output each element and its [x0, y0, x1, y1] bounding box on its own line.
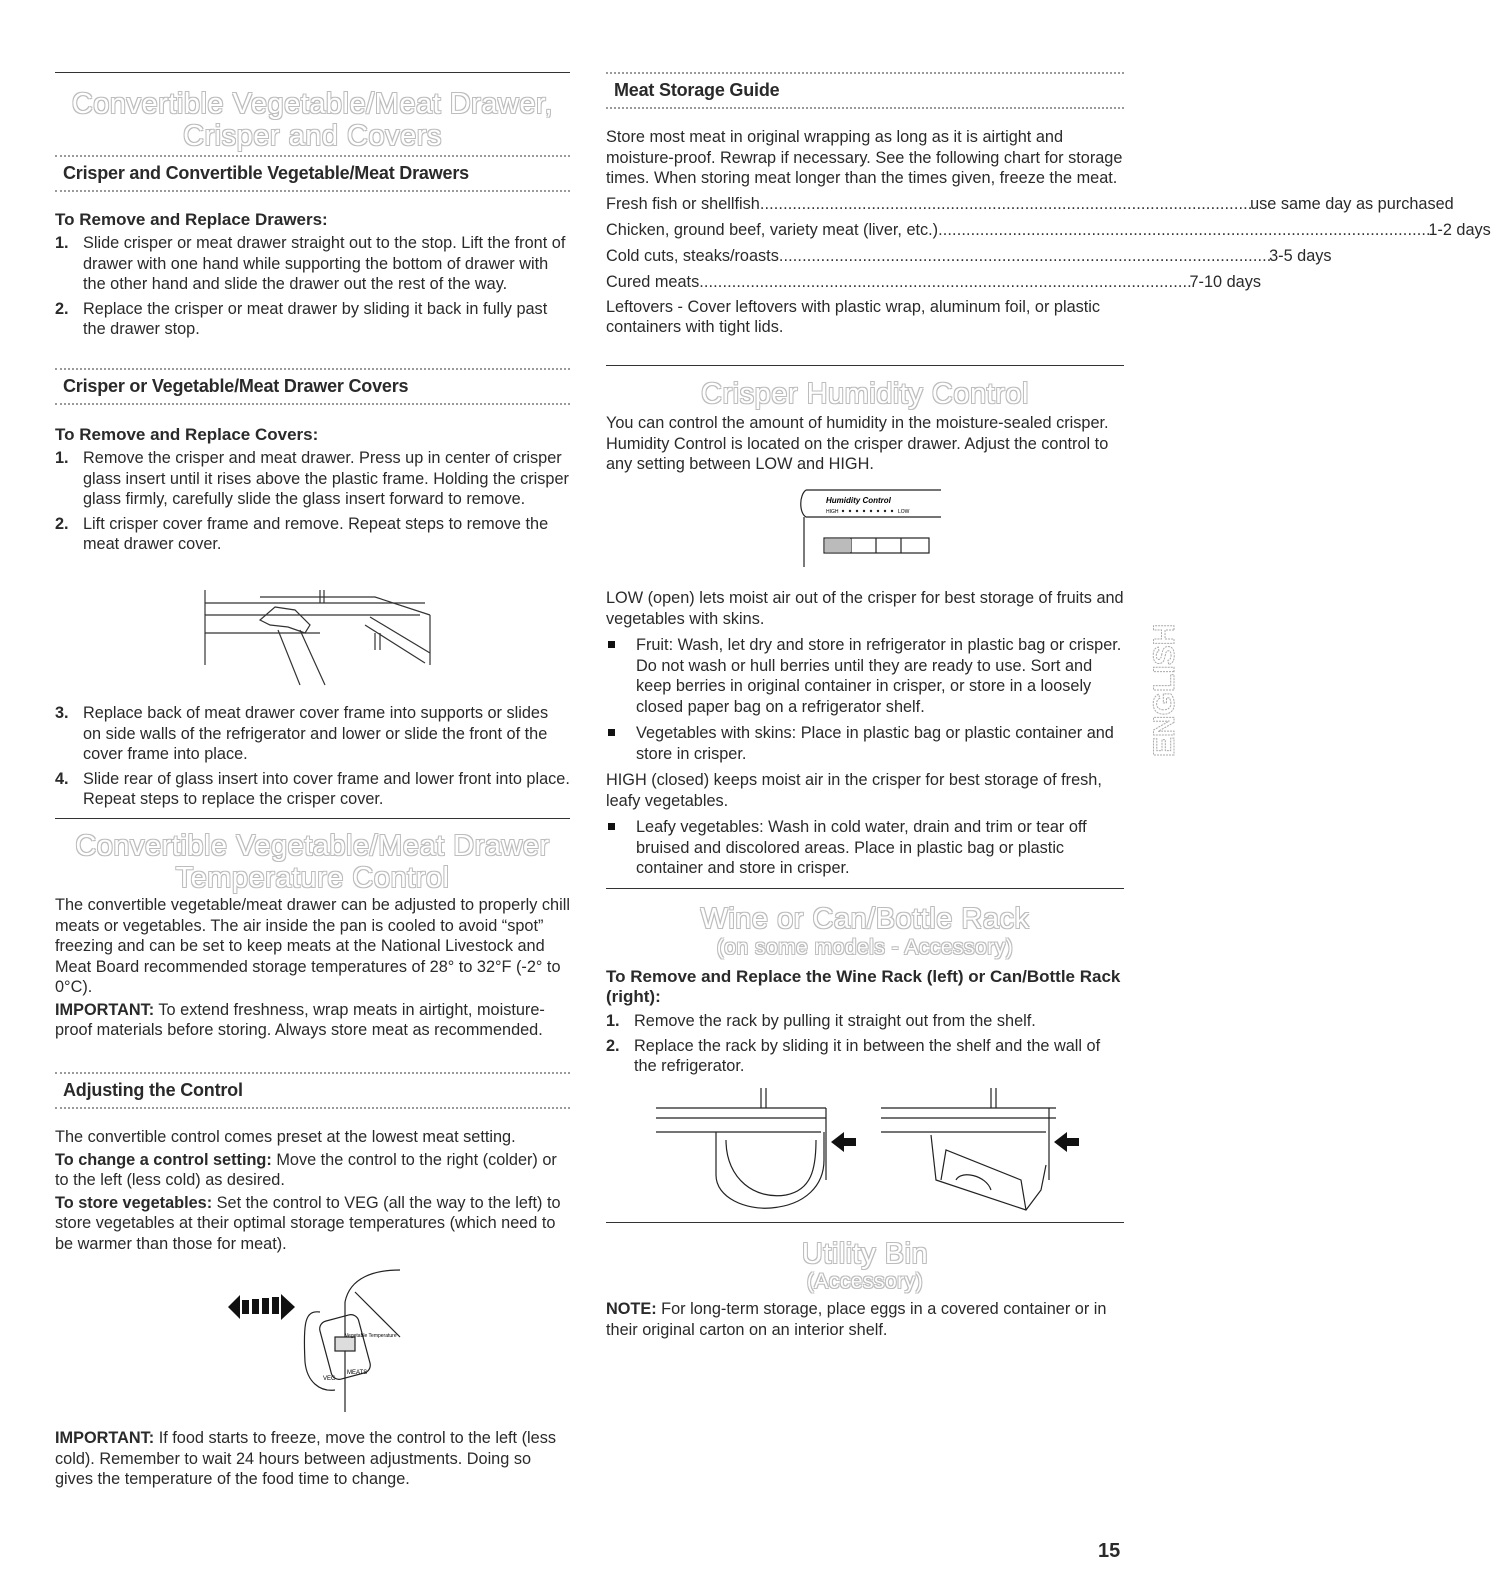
control-slider-illustration [225, 1262, 415, 1412]
remove-covers-block [55, 425, 570, 559]
bullet-text: Leafy vegetables: Wash in cold water, drain and trim or tear off bruised and discolored areas. Place in plastic bag or plastic container and store in crisper. [636, 818, 1087, 877]
page-number: 15 [1098, 1540, 1121, 1562]
drawer-cover-illustration [200, 585, 435, 690]
humidity-scale-low: LOW [898, 509, 910, 515]
section-title-line1: Convertible Vegetable/Meat Drawer, [71, 88, 554, 120]
cover-steps-continued [55, 703, 570, 814]
meat-type: Cured meats [606, 272, 700, 291]
important-adjust-note: IMPORTANT: If food starts to freeze, move the control to the left (less cold). Remember to wait 24 hours between adjustments. Doing so gives the temperature of the food time to change. [55, 1429, 556, 1488]
step-number: 1. [55, 449, 69, 467]
step-item [55, 299, 570, 340]
meat-type: Fresh fish or shellfish [606, 194, 760, 213]
section-title-line1: Convertible Vegetable/Meat Drawer [75, 830, 550, 862]
note-paragraph: NOTE: For long-term storage, place eggs in a covered container or in their original carton on an interior shelf. [606, 1300, 1107, 1339]
step-number: 2. [55, 514, 69, 533]
step-number: 2. [606, 1036, 620, 1055]
section-title-line2: Temperature Control [175, 862, 450, 894]
bullet-square-icon [608, 729, 615, 736]
section-title-line2: Crisper and Covers [183, 120, 442, 152]
step-text: Replace back of meat drawer cover frame into supports or slides on side walls of the refrigerator and lower or slide the front of the cover frame into place. [83, 704, 549, 763]
store-vegetables-paragraph: To store vegetables: Set the control to VEG (all the way to the left) to store vegetables at their optimal storage temperatures (which need to be warmer than those for meat). [55, 1193, 561, 1253]
step-text: Remove the rack by pulling it straight out from the shelf. [634, 1012, 1036, 1030]
control-top-label: Vegetable Temperature [345, 1333, 397, 1339]
temperature-paragraph: The convertible vegetable/meat drawer can be adjusted to properly chill meats or vegetables. The air inside the pan is cooled to avoid “spot” freezing and can be set to keep meats at the National Livestock and Meat Board recommended storage temperatures of 28° to 32°F (-2° to 0°C). [55, 896, 570, 996]
cover-steps-list [55, 448, 570, 555]
dot-leader [938, 217, 1428, 243]
remove-drawers-block [55, 210, 570, 344]
adjust-control-block [55, 1127, 570, 1254]
temperature-control-block [55, 895, 570, 1041]
meat-paragraph: Store most meat in original wrapping as long as it is airtight and moisture-proof. Rewrap if necessary. See the following chart for storage times. When storing meat longer than the times given, freeze the meat. [606, 128, 1123, 187]
bullet-text: Vegetables with skins: Place in plastic bag or plastic container and store in crisper. [636, 724, 1114, 763]
step-number: 4. [55, 769, 69, 788]
bullet-text: Fruit: Wash, let dry and store in refrigerator in plastic bag or crisper. Do not wash or hull berries until they are ready to use. Sort and keep berries in original container in crisper, or store in a loosely closed paper bag on a refrigerator shelf. [636, 636, 1122, 716]
meat-storage-row [606, 269, 1261, 295]
wine-rack-block [606, 967, 1124, 1081]
dot-leader [699, 269, 1189, 295]
wine-rack-heading: To Remove and Replace the Wine Rack (left) or Can/Bottle Rack (right): [606, 967, 1121, 1006]
humidity-settings-block [606, 588, 1124, 885]
high-bullet-list [606, 817, 1124, 879]
control-veg-label: VEG [323, 1376, 336, 1382]
drawer-steps-list [55, 233, 570, 340]
step-number: 2. [55, 299, 69, 318]
remove-covers-heading: To Remove and Replace Covers: [55, 425, 319, 444]
step-item [55, 769, 570, 810]
bullet-square-icon [608, 641, 615, 648]
humidity-control-illustration [796, 485, 946, 570]
humidity-scale-high: HIGH [826, 509, 839, 515]
storage-time: use same day as purchased [1250, 194, 1454, 213]
step-item [606, 1011, 1124, 1032]
bullet-item [606, 723, 1124, 764]
high-paragraph: HIGH (closed) keeps moist air in the crisper for best storage of fresh, leafy vegetables. [606, 771, 1102, 810]
humidity-control-label: Humidity Control [826, 496, 891, 505]
step-number: 3. [55, 704, 69, 722]
remove-drawers-heading: To Remove and Replace Drawers: [55, 210, 328, 229]
storage-time: 3-5 days [1269, 246, 1332, 265]
subheading-crisper-drawers: Crisper and Convertible Vegetable/Meat Drawers [55, 155, 570, 192]
dot-leader [760, 191, 1250, 217]
section-rule [606, 1222, 1124, 1223]
step-number: 1. [606, 1012, 620, 1030]
language-side-tab [1148, 585, 1182, 760]
storage-time: 7-10 days [1189, 272, 1261, 291]
section-rule [606, 888, 1124, 889]
important-note: IMPORTANT: To extend freshness, wrap meats in airtight, moisture-proof materials before storing. Always store meat as recommended. [55, 1000, 545, 1039]
meat-storage-table [606, 191, 1491, 295]
cover-steps-list-continued [55, 703, 570, 810]
storage-time: 1-2 days [1428, 220, 1491, 239]
meat-storage-row [606, 217, 1491, 243]
step-number: 1. [55, 234, 69, 252]
humidity-intro: You can control the amount of humidity in the moisture-sealed crisper. Humidity Control is located on the crisper drawer. Adjust the control to any setting between LOW and HIGH. [606, 414, 1109, 473]
bullet-item [606, 817, 1124, 879]
step-text: Lift crisper cover frame and remove. Repeat steps to remove the meat drawer cover. [83, 514, 549, 553]
subheading-drawer-covers: Crisper or Vegetable/Meat Drawer Covers [55, 368, 570, 405]
section-rule [606, 365, 1124, 366]
bullet-item [606, 635, 1124, 717]
humidity-title: Crisper Humidity Control [701, 378, 1029, 410]
control-meats-label: MEATS [347, 1370, 368, 1376]
step-text: Slide rear of glass insert into cover frame and lower front into place. Repeat steps to replace the crisper cover. [83, 769, 570, 808]
utility-bin-title: Utility Bin [801, 1238, 929, 1270]
low-bullet-list [606, 635, 1124, 764]
change-setting-paragraph: To change a control setting: Move the control to the right (colder) or to the left (less cold) as desired. [55, 1150, 557, 1189]
side-tab-label: ENGLISH [1148, 623, 1181, 757]
meat-type: Cold cuts, steaks/roasts [606, 246, 779, 265]
wine-rack-subtitle: (on some models - Accessory) [716, 936, 1014, 959]
section-rule [55, 72, 570, 73]
subheading-adjusting: Adjusting the Control [55, 1072, 570, 1109]
leftovers-paragraph: Leftovers - Cover leftovers with plastic wrap, aluminum foil, or plastic containers with tight lids. [606, 297, 1101, 336]
adjust-paragraph: The convertible control comes preset at the lowest meat setting. [55, 1128, 516, 1146]
important-adjust-block [55, 1428, 570, 1490]
step-item [55, 703, 570, 765]
low-paragraph: LOW (open) lets moist air out of the crisper for best storage of fruits and vegetables with skins. [606, 589, 1124, 628]
meat-storage-row [606, 191, 1454, 217]
subheading-meat-storage: Meat Storage Guide [606, 72, 1124, 109]
step-item [606, 1036, 1124, 1077]
utility-bin-block [606, 1299, 1124, 1340]
wine-rack-title: Wine or Can/Bottle Rack [700, 903, 1030, 935]
meat-storage-row [606, 243, 1332, 269]
step-item [55, 514, 570, 555]
section-rule [55, 818, 570, 819]
step-text: Slide crisper or meat drawer straight out to the stop. Lift the front of drawer with one hand while supporting the bottom of drawer with the other hand and slide the drawer out the rest of the way. [83, 234, 566, 293]
step-item [55, 448, 570, 510]
dot-leader [779, 243, 1269, 269]
step-text: Replace the crisper or meat drawer by sliding it back in fully past the drawer stop. [83, 299, 548, 338]
wine-rack-steps [606, 1011, 1124, 1077]
meat-type: Chicken, ground beef, variety meat (liver, etc.) [606, 220, 939, 239]
wine-rack-illustration [646, 1080, 1086, 1215]
step-text: Remove the crisper and meat drawer. Press up in center of crisper glass insert until it rises above the plastic frame. Holding the crisper glass firmly, carefully slide the glass insert forward to remove. [83, 449, 569, 508]
bullet-square-icon [608, 823, 615, 830]
step-item [55, 233, 570, 295]
utility-bin-subtitle: (Accessory) [806, 1270, 924, 1293]
step-text: Replace the rack by sliding it in between the shelf and the wall of the refrigerator. [634, 1036, 1101, 1075]
meat-storage-block [606, 127, 1491, 338]
